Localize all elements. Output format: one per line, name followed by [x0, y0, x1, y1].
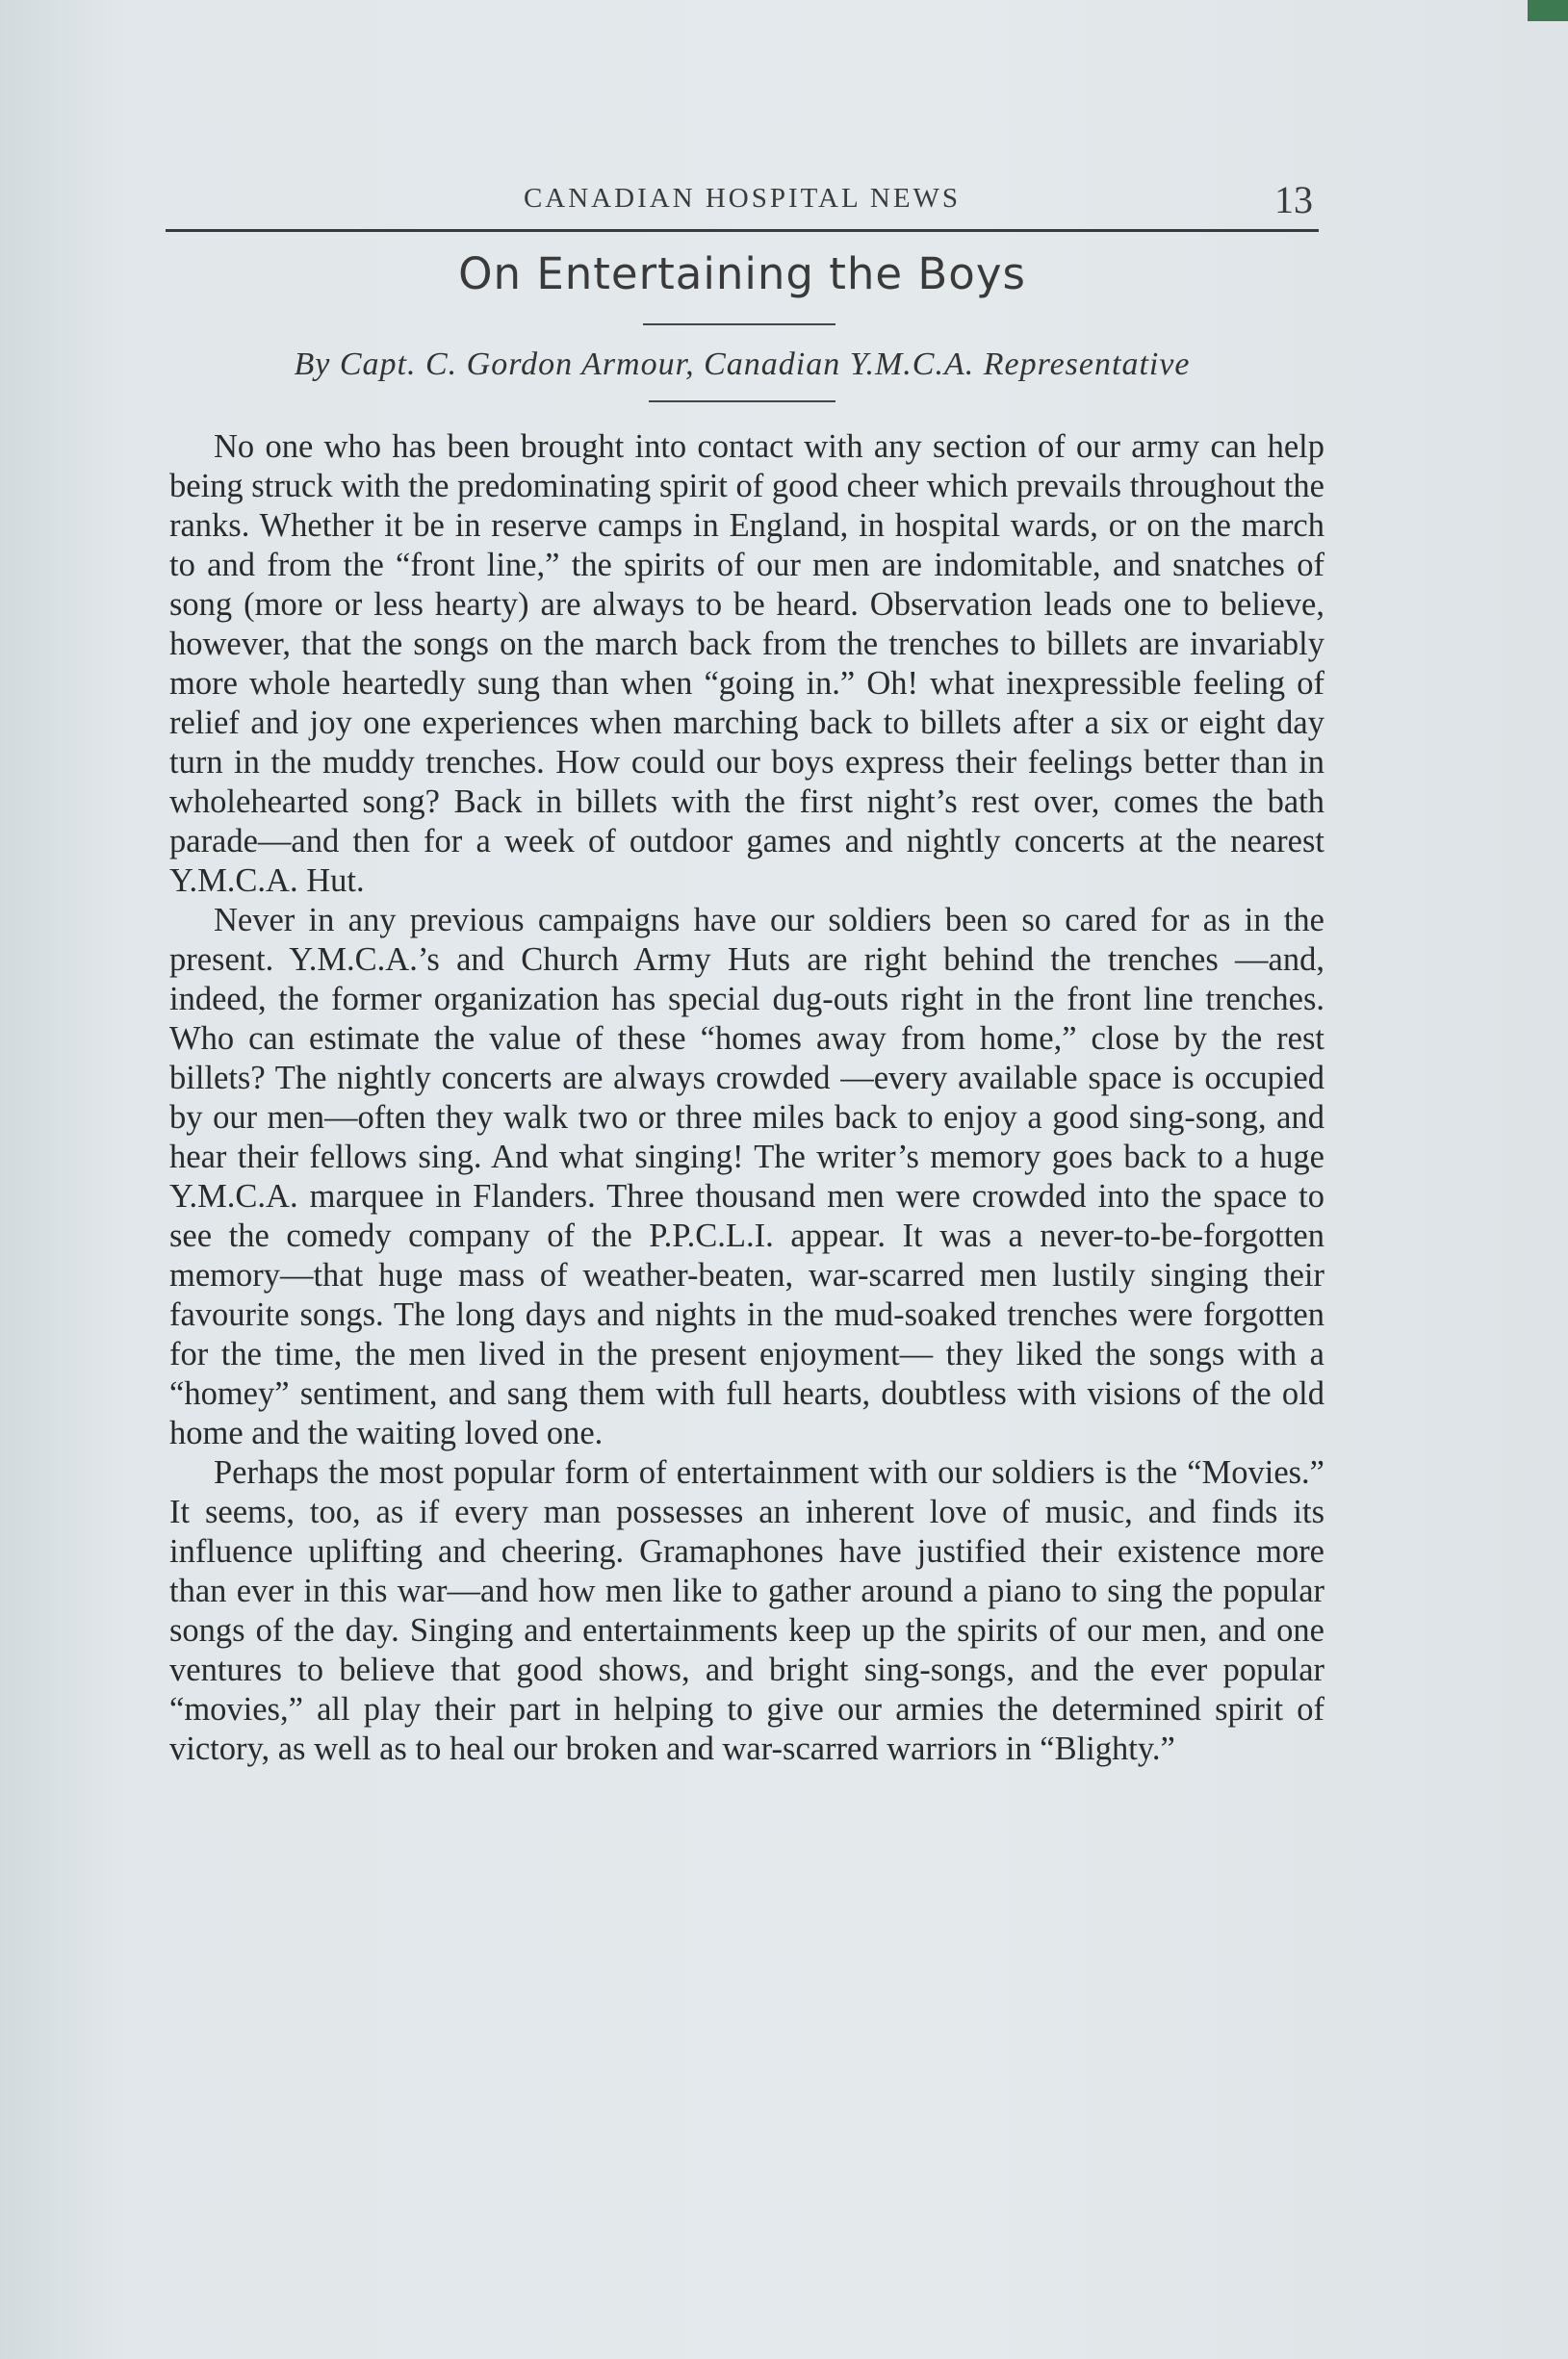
running-header [166, 171, 1319, 232]
paragraph: Never in any previous campaigns have our soldiers been so cared for as in the present. Y.M.C.A.’s and Church Army Huts are right behind the trenches —and, indeed, the former organization has special dug-outs right in the front line trenches. Who can estimate the value of these “homes away from home,” close by the rest billets? The nightly concerts are always crowded —every available space is occupied by our men—often they walk two or three miles back to enjoy a good sing-song, and hear their fellows sing. And what singing! The writer’s memory goes back to a huge Y.M.C.A. marquee in Flanders. Three thousand men were crowded into the space to see the comedy company of the P.P.C.L.I. appear. It was a never-to-be-forgotten memory—that huge mass of weather-beaten, war-scarred men lustily singing their favourite songs. The long days and nights in the mud-soaked trenches were forgotten for the time, the men lived in the present enjoyment— they liked the songs with a “homey” sentiment, and sang them with full hearts, doubtless with visions of the old home and the waiting loved one. [169, 902, 1324, 1451]
page-number: 13 [1274, 178, 1313, 221]
paragraph: Perhaps the most popular form of entertainment with our soldiers is the “Movies.” It seems, too, as if every man possesses an inherent love of music, and finds its influence uplifting and cheering. Gramaphones have justified their existence more than ever in this war—and how men like to gather around a piano to sing the popular songs of the day. Singing and entertainments keep up the spirits of our men, and one ventures to believe that good shows, and bright sing-songs, and the ever popular “movies,” all play their part in helping to give our armies the determined spirit of victory, as well as to heal our broken and war-scarred warriors in “Blighty.” [169, 1454, 1324, 1767]
article-title: On Entertaining the Boys [458, 248, 1026, 299]
running-title: CANADIAN HOSPITAL NEWS [523, 183, 962, 214]
paragraph: No one who has been brought into contact with any section of our army can help being struck with the predominating spirit of good cheer which prevails throughout the ranks. Whether it be in reserve camps in England, in hospital wards, or on the march to and from the “front line,” the spirits of our men are indomitable, and snatches of song (more or less hearty) are always to be heard. Observation leads one to believe, however, that the songs on the march back from the trenches to billets are invariably more whole heartedly sung than when “going in.” Oh! what inexpressible feeling of relief and joy one experiences when marching back to billets after a six or eight day turn in the muddy trenches. How could our boys express their feelings better than in wholehearted song? Back in billets with the first night’s rest over, comes the bath parade—and then for a week of outdoor games and nightly concerts at the nearest Y.M.C.A. Hut. [169, 428, 1324, 899]
article-body [169, 427, 1324, 1769]
title-divider [643, 323, 835, 325]
byline-divider [649, 400, 835, 402]
article-byline: By Capt. C. Gordon Armour, Canadian Y.M.C.A. Representative [294, 346, 1191, 382]
cover-edge-strip [1528, 0, 1568, 21]
